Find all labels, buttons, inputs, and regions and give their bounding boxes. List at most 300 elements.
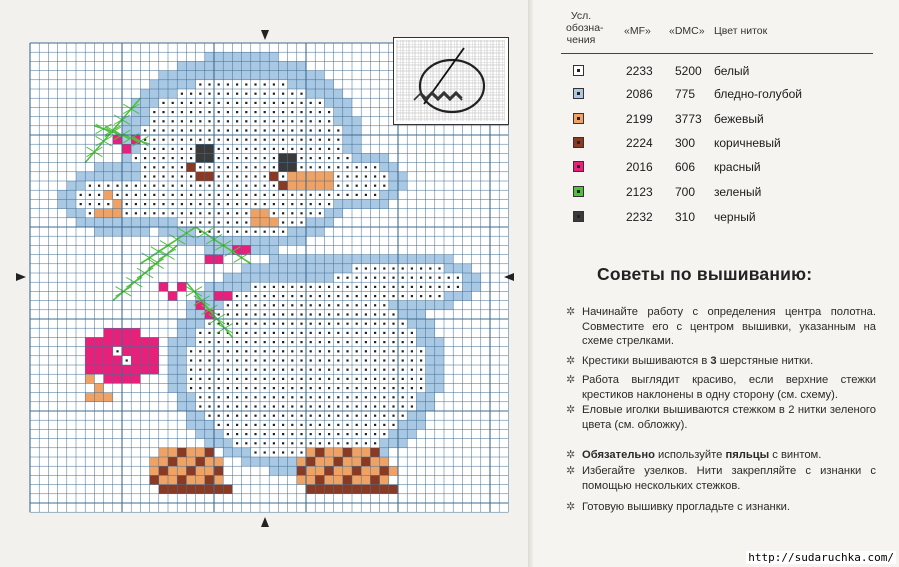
stitch-dot bbox=[310, 433, 312, 435]
stitch-dot bbox=[227, 405, 229, 407]
stitch-blue bbox=[260, 264, 269, 273]
stitch-dot bbox=[310, 396, 312, 398]
stitch-brown bbox=[343, 485, 352, 494]
stitch-dot bbox=[300, 323, 302, 325]
stitch-brown bbox=[370, 485, 379, 494]
stitch-dot bbox=[346, 341, 348, 343]
stitch-dot bbox=[356, 369, 358, 371]
stitch-dot bbox=[346, 350, 348, 352]
stitch-dot bbox=[199, 405, 201, 407]
stitch-dot bbox=[208, 405, 210, 407]
key-row bbox=[0, 62, 899, 82]
stitch-dot bbox=[438, 267, 440, 269]
stitch-red bbox=[104, 365, 113, 374]
stitch-dot bbox=[346, 323, 348, 325]
stitch-blue bbox=[435, 365, 444, 374]
stitch-dot bbox=[273, 387, 275, 389]
stitch-dot bbox=[236, 350, 238, 352]
stitch-blue bbox=[462, 264, 471, 273]
stitch-beige bbox=[159, 448, 168, 457]
stitch-dot bbox=[420, 369, 422, 371]
stitch-beige bbox=[196, 466, 205, 475]
stitch-dot bbox=[319, 286, 321, 288]
stitch-dot bbox=[273, 350, 275, 352]
stitch-dot bbox=[420, 295, 422, 297]
stitch-blue bbox=[232, 236, 241, 245]
stitch-dot bbox=[420, 350, 422, 352]
stitch-dot bbox=[300, 359, 302, 361]
color-swatch bbox=[573, 113, 584, 124]
stitch-dot bbox=[365, 433, 367, 435]
stitch-dot bbox=[282, 442, 284, 444]
stitch-dot bbox=[254, 369, 256, 371]
key-mf: 2233 bbox=[626, 64, 653, 78]
stitch-dot bbox=[264, 231, 266, 233]
stitch-beige bbox=[306, 448, 315, 457]
stitch-beige bbox=[85, 393, 94, 402]
stitch-beige bbox=[370, 457, 379, 466]
stitch-dot bbox=[236, 378, 238, 380]
stitch-beige bbox=[352, 457, 361, 466]
key-color-name: белый bbox=[714, 64, 750, 78]
stitch-brown bbox=[361, 457, 370, 466]
stitch-red bbox=[131, 365, 140, 374]
stitch-red bbox=[122, 365, 131, 374]
stitch-dot bbox=[365, 295, 367, 297]
stitch-dot bbox=[264, 332, 266, 334]
stitch-dot bbox=[227, 396, 229, 398]
stitch-dot bbox=[328, 433, 330, 435]
stitch-dot bbox=[300, 433, 302, 435]
stitch-beige bbox=[168, 475, 177, 484]
stitch-blue bbox=[315, 255, 324, 264]
tip-emphasis: Обязательно bbox=[582, 449, 655, 461]
stitch-blue bbox=[278, 457, 287, 466]
key-dmc: 775 bbox=[675, 87, 696, 101]
stitch-dot bbox=[300, 295, 302, 297]
stitch-dot bbox=[337, 378, 339, 380]
stitch-dot bbox=[291, 323, 293, 325]
stitch-dot bbox=[411, 286, 413, 288]
stitch-dot bbox=[227, 203, 229, 205]
stitch-dot bbox=[356, 424, 358, 426]
stitch-blue bbox=[278, 255, 287, 264]
stitch-dot bbox=[356, 277, 358, 279]
stitch-dot bbox=[392, 359, 394, 361]
stitch-dot bbox=[402, 387, 404, 389]
stitch-dot bbox=[328, 295, 330, 297]
stitch-dot bbox=[346, 332, 348, 334]
stitch-blue bbox=[398, 255, 407, 264]
stitch-brown bbox=[334, 485, 343, 494]
stitch-dot bbox=[245, 203, 247, 205]
color-swatch bbox=[573, 65, 584, 76]
stitch-blue bbox=[269, 457, 278, 466]
stitch-dot bbox=[291, 433, 293, 435]
stitch-red bbox=[140, 337, 149, 346]
stitch-dot bbox=[208, 369, 210, 371]
stitch-dot bbox=[190, 369, 192, 371]
stitch-dot bbox=[236, 203, 238, 205]
stitch-dot bbox=[227, 415, 229, 417]
stitch-dot bbox=[254, 295, 256, 297]
stitch-blue bbox=[343, 264, 352, 273]
stitch-blue bbox=[205, 439, 214, 448]
stitch-dot bbox=[236, 359, 238, 361]
stitch-red bbox=[159, 282, 168, 291]
stitch-blue bbox=[462, 291, 471, 300]
stitch-dot bbox=[245, 295, 247, 297]
stitch-beige bbox=[324, 448, 333, 457]
stitch-dot bbox=[411, 387, 413, 389]
key-color-name: бледно-голубой bbox=[714, 87, 802, 101]
stitch-dot bbox=[374, 304, 376, 306]
tip-item bbox=[566, 403, 876, 432]
stitch-blue bbox=[426, 393, 435, 402]
stitch-dot bbox=[319, 313, 321, 315]
stitch-dot bbox=[328, 313, 330, 315]
stitch-dot bbox=[383, 350, 385, 352]
stitch-blue bbox=[380, 439, 389, 448]
stitch-dot bbox=[310, 424, 312, 426]
stitch-dot bbox=[438, 286, 440, 288]
stitch-dot bbox=[310, 323, 312, 325]
stitch-blue bbox=[407, 255, 416, 264]
stitch-dot bbox=[402, 277, 404, 279]
stitch-dot bbox=[300, 286, 302, 288]
stitch-dot bbox=[337, 396, 339, 398]
stitch-beige bbox=[370, 466, 379, 475]
stitch-dot bbox=[218, 387, 220, 389]
key-color-name: бежевый bbox=[714, 112, 764, 126]
stitch-blue bbox=[168, 374, 177, 383]
key-row bbox=[0, 134, 899, 154]
stitch-dot bbox=[245, 424, 247, 426]
stitch-brown bbox=[150, 475, 159, 484]
stitch-dot bbox=[383, 405, 385, 407]
stitch-dot bbox=[310, 350, 312, 352]
stitch-dot bbox=[383, 341, 385, 343]
stitch-blue bbox=[278, 264, 287, 273]
stitch-dot bbox=[80, 203, 82, 205]
stitch-dot bbox=[319, 387, 321, 389]
stitch-dot bbox=[383, 313, 385, 315]
stitch-dot bbox=[365, 350, 367, 352]
stitch-dot bbox=[356, 396, 358, 398]
stitch-dot bbox=[429, 286, 431, 288]
stitch-brown bbox=[177, 448, 186, 457]
stitch-blue bbox=[426, 374, 435, 383]
stitch-dot bbox=[300, 304, 302, 306]
stitch-blue bbox=[444, 291, 453, 300]
stitch-dot bbox=[227, 387, 229, 389]
stitch-dot bbox=[346, 378, 348, 380]
stitch-dot bbox=[282, 231, 284, 233]
key-mf: 2123 bbox=[626, 185, 653, 199]
stitch-dot bbox=[254, 387, 256, 389]
stitch-red bbox=[113, 356, 122, 365]
stitch-dot bbox=[116, 350, 118, 352]
key-divider bbox=[561, 53, 873, 54]
stitch-dot bbox=[328, 203, 330, 205]
stitch-blue bbox=[435, 255, 444, 264]
stitch-dot bbox=[374, 323, 376, 325]
stitch-blue bbox=[168, 356, 177, 365]
stitch-dot bbox=[392, 424, 394, 426]
stitch-dot bbox=[273, 378, 275, 380]
stitch-dot bbox=[383, 295, 385, 297]
stitch-blue bbox=[398, 429, 407, 438]
stitch-dot bbox=[319, 341, 321, 343]
stitch-dot bbox=[402, 405, 404, 407]
stitch-brown bbox=[159, 485, 168, 494]
stitch-dot bbox=[328, 341, 330, 343]
stitch-dot bbox=[254, 304, 256, 306]
stitch-blue bbox=[288, 255, 297, 264]
stitch-dot bbox=[245, 350, 247, 352]
stitch-dot bbox=[282, 369, 284, 371]
stitch-dot bbox=[337, 341, 339, 343]
stitch-red bbox=[85, 365, 94, 374]
stitch-dot bbox=[208, 396, 210, 398]
stitch-blue bbox=[426, 347, 435, 356]
key-mf: 2016 bbox=[626, 160, 653, 174]
center-arrow-bottom-icon bbox=[261, 517, 269, 527]
stitch-dot bbox=[227, 323, 229, 325]
stitch-dot bbox=[383, 267, 385, 269]
stitch-dot bbox=[420, 387, 422, 389]
stitch-dot bbox=[402, 295, 404, 297]
stitch-blue bbox=[223, 448, 232, 457]
stitch-dot bbox=[199, 378, 201, 380]
stitch-red bbox=[150, 347, 159, 356]
stitch-blue bbox=[140, 227, 149, 236]
stitch-red bbox=[85, 356, 94, 365]
stitch-dot bbox=[291, 369, 293, 371]
stitch-dot bbox=[383, 387, 385, 389]
stitch-dot bbox=[236, 396, 238, 398]
stitch-dot bbox=[236, 304, 238, 306]
center-arrow-left-icon bbox=[16, 273, 26, 281]
stitch-dot bbox=[282, 396, 284, 398]
stitch-blue bbox=[251, 264, 260, 273]
stitch-dot bbox=[328, 350, 330, 352]
stitch-blue bbox=[370, 255, 379, 264]
stitch-dot bbox=[356, 433, 358, 435]
stitch-dot bbox=[264, 323, 266, 325]
stitch-blue bbox=[389, 255, 398, 264]
stitch-blue bbox=[306, 273, 315, 282]
stitch-dot bbox=[208, 350, 210, 352]
color-swatch bbox=[573, 161, 584, 172]
stitch-blue bbox=[251, 245, 260, 254]
stitch-dot bbox=[199, 341, 201, 343]
stitch-blue bbox=[177, 337, 186, 346]
key-color-name: красный bbox=[714, 160, 761, 174]
stitch-dot bbox=[236, 313, 238, 315]
stitch-blue bbox=[232, 52, 241, 61]
stitch-blue bbox=[186, 310, 195, 319]
stitch-dot bbox=[337, 323, 339, 325]
stitch-beige bbox=[343, 457, 352, 466]
stitch-blue bbox=[416, 319, 425, 328]
stitch-brown bbox=[343, 448, 352, 457]
stitch-dot bbox=[328, 378, 330, 380]
key-color-name: коричневый bbox=[714, 136, 781, 150]
stitch-dot bbox=[264, 286, 266, 288]
stitch-blue bbox=[269, 273, 278, 282]
stitch-dot bbox=[273, 369, 275, 371]
tip-text bbox=[566, 448, 876, 463]
stitch-dot bbox=[365, 332, 367, 334]
stitch-beige bbox=[168, 466, 177, 475]
stitch-dot bbox=[291, 451, 293, 453]
stitch-blue bbox=[380, 255, 389, 264]
stitch-dot bbox=[282, 359, 284, 361]
stitch-red bbox=[113, 337, 122, 346]
stitch-dot bbox=[420, 286, 422, 288]
stitch-beige bbox=[159, 475, 168, 484]
stitch-dot bbox=[429, 277, 431, 279]
stitch-brown bbox=[205, 485, 214, 494]
stitch-dot bbox=[420, 378, 422, 380]
stitch-blue bbox=[232, 282, 241, 291]
stitch-dot bbox=[383, 332, 385, 334]
stitch-dot bbox=[273, 286, 275, 288]
stitch-dot bbox=[254, 332, 256, 334]
stitch-red bbox=[150, 356, 159, 365]
stitch-dot bbox=[392, 267, 394, 269]
bullet-icon: ✲ bbox=[566, 501, 576, 513]
stitch-dot bbox=[282, 295, 284, 297]
stitch-dot bbox=[383, 424, 385, 426]
stitch-dot bbox=[282, 341, 284, 343]
stitch-dot bbox=[236, 387, 238, 389]
stitch-red bbox=[131, 337, 140, 346]
stitch-dot bbox=[310, 378, 312, 380]
stitch-dot bbox=[291, 304, 293, 306]
stitch-dot bbox=[328, 332, 330, 334]
stitch-dot bbox=[448, 286, 450, 288]
stitch-red bbox=[150, 365, 159, 374]
stitch-dot bbox=[273, 405, 275, 407]
stitch-beige bbox=[297, 457, 306, 466]
stitch-blue bbox=[288, 264, 297, 273]
stitch-dot bbox=[254, 350, 256, 352]
stitch-brown bbox=[168, 485, 177, 494]
stitch-red bbox=[214, 291, 223, 300]
stitch-dot bbox=[356, 405, 358, 407]
stitch-dot bbox=[457, 286, 459, 288]
key-mf: 2199 bbox=[626, 112, 653, 126]
stitch-beige bbox=[150, 457, 159, 466]
stitch-dot bbox=[328, 424, 330, 426]
stitch-dot bbox=[291, 313, 293, 315]
stitch-dot bbox=[245, 405, 247, 407]
stitch-dot bbox=[190, 359, 192, 361]
stitch-blue bbox=[177, 393, 186, 402]
stitch-dot bbox=[245, 415, 247, 417]
stitch-brown bbox=[205, 475, 214, 484]
stitch-blue bbox=[435, 383, 444, 392]
stitch-blue bbox=[186, 402, 195, 411]
stitch-dot bbox=[457, 277, 459, 279]
stitch-blue bbox=[205, 52, 214, 61]
stitch-dot bbox=[227, 313, 229, 315]
stitch-dot bbox=[245, 359, 247, 361]
stitch-dot bbox=[374, 313, 376, 315]
stitch-blue bbox=[324, 264, 333, 273]
stitch-dot bbox=[218, 369, 220, 371]
stitch-brown bbox=[361, 485, 370, 494]
stitch-dot bbox=[365, 415, 367, 417]
stitch-dot bbox=[420, 277, 422, 279]
stitch-dot bbox=[438, 277, 440, 279]
stitch-dot bbox=[420, 359, 422, 361]
stitch-blue bbox=[242, 282, 251, 291]
stitch-dot bbox=[365, 369, 367, 371]
stitch-dot bbox=[199, 332, 201, 334]
stitch-blue bbox=[407, 420, 416, 429]
stitch-dot bbox=[181, 203, 183, 205]
stitch-blue bbox=[416, 393, 425, 402]
stitch-beige bbox=[168, 448, 177, 457]
stitch-red bbox=[131, 347, 140, 356]
stitch-dot bbox=[107, 203, 109, 205]
stitch-dot bbox=[402, 323, 404, 325]
stitch-blue bbox=[444, 301, 453, 310]
stitch-dot bbox=[282, 451, 284, 453]
stitch-blue bbox=[251, 52, 260, 61]
stitch-dot bbox=[337, 433, 339, 435]
key-mf: 2232 bbox=[626, 210, 653, 224]
stitch-dot bbox=[254, 433, 256, 435]
stitch-dot bbox=[346, 396, 348, 398]
stitch-beige bbox=[315, 457, 324, 466]
key-header-dmc: «DMC» bbox=[669, 25, 705, 37]
stitch-dot bbox=[264, 359, 266, 361]
stitch-dot bbox=[337, 405, 339, 407]
stitch-dot bbox=[245, 433, 247, 435]
stitch-dot bbox=[218, 359, 220, 361]
stitch-dot bbox=[411, 341, 413, 343]
stitch-blue bbox=[297, 273, 306, 282]
stitch-dot bbox=[356, 313, 358, 315]
stitch-dot bbox=[346, 295, 348, 297]
stitch-blue bbox=[306, 264, 315, 273]
stitch-dot bbox=[227, 231, 229, 233]
stitch-dot bbox=[236, 332, 238, 334]
tips-title: Советы по вышиванию: bbox=[597, 264, 813, 284]
key-header-mf: «MF» bbox=[624, 25, 651, 37]
key-header-symbol: Усл. обозна- чения bbox=[566, 10, 604, 46]
stitch-dot bbox=[319, 424, 321, 426]
stitch-dot bbox=[282, 203, 284, 205]
stitch-dot bbox=[356, 387, 358, 389]
stitch-beige bbox=[306, 475, 315, 484]
stitch-dot bbox=[392, 277, 394, 279]
stitch-dot bbox=[227, 304, 229, 306]
stitch-dot bbox=[300, 203, 302, 205]
stitch-blue bbox=[472, 273, 481, 282]
stitch-dot bbox=[365, 313, 367, 315]
tip-text bbox=[566, 373, 876, 402]
stitch-blue bbox=[159, 227, 168, 236]
stitch-dot bbox=[319, 369, 321, 371]
stitch-dot bbox=[236, 231, 238, 233]
stitch-dot bbox=[282, 323, 284, 325]
stitch-dot bbox=[254, 405, 256, 407]
